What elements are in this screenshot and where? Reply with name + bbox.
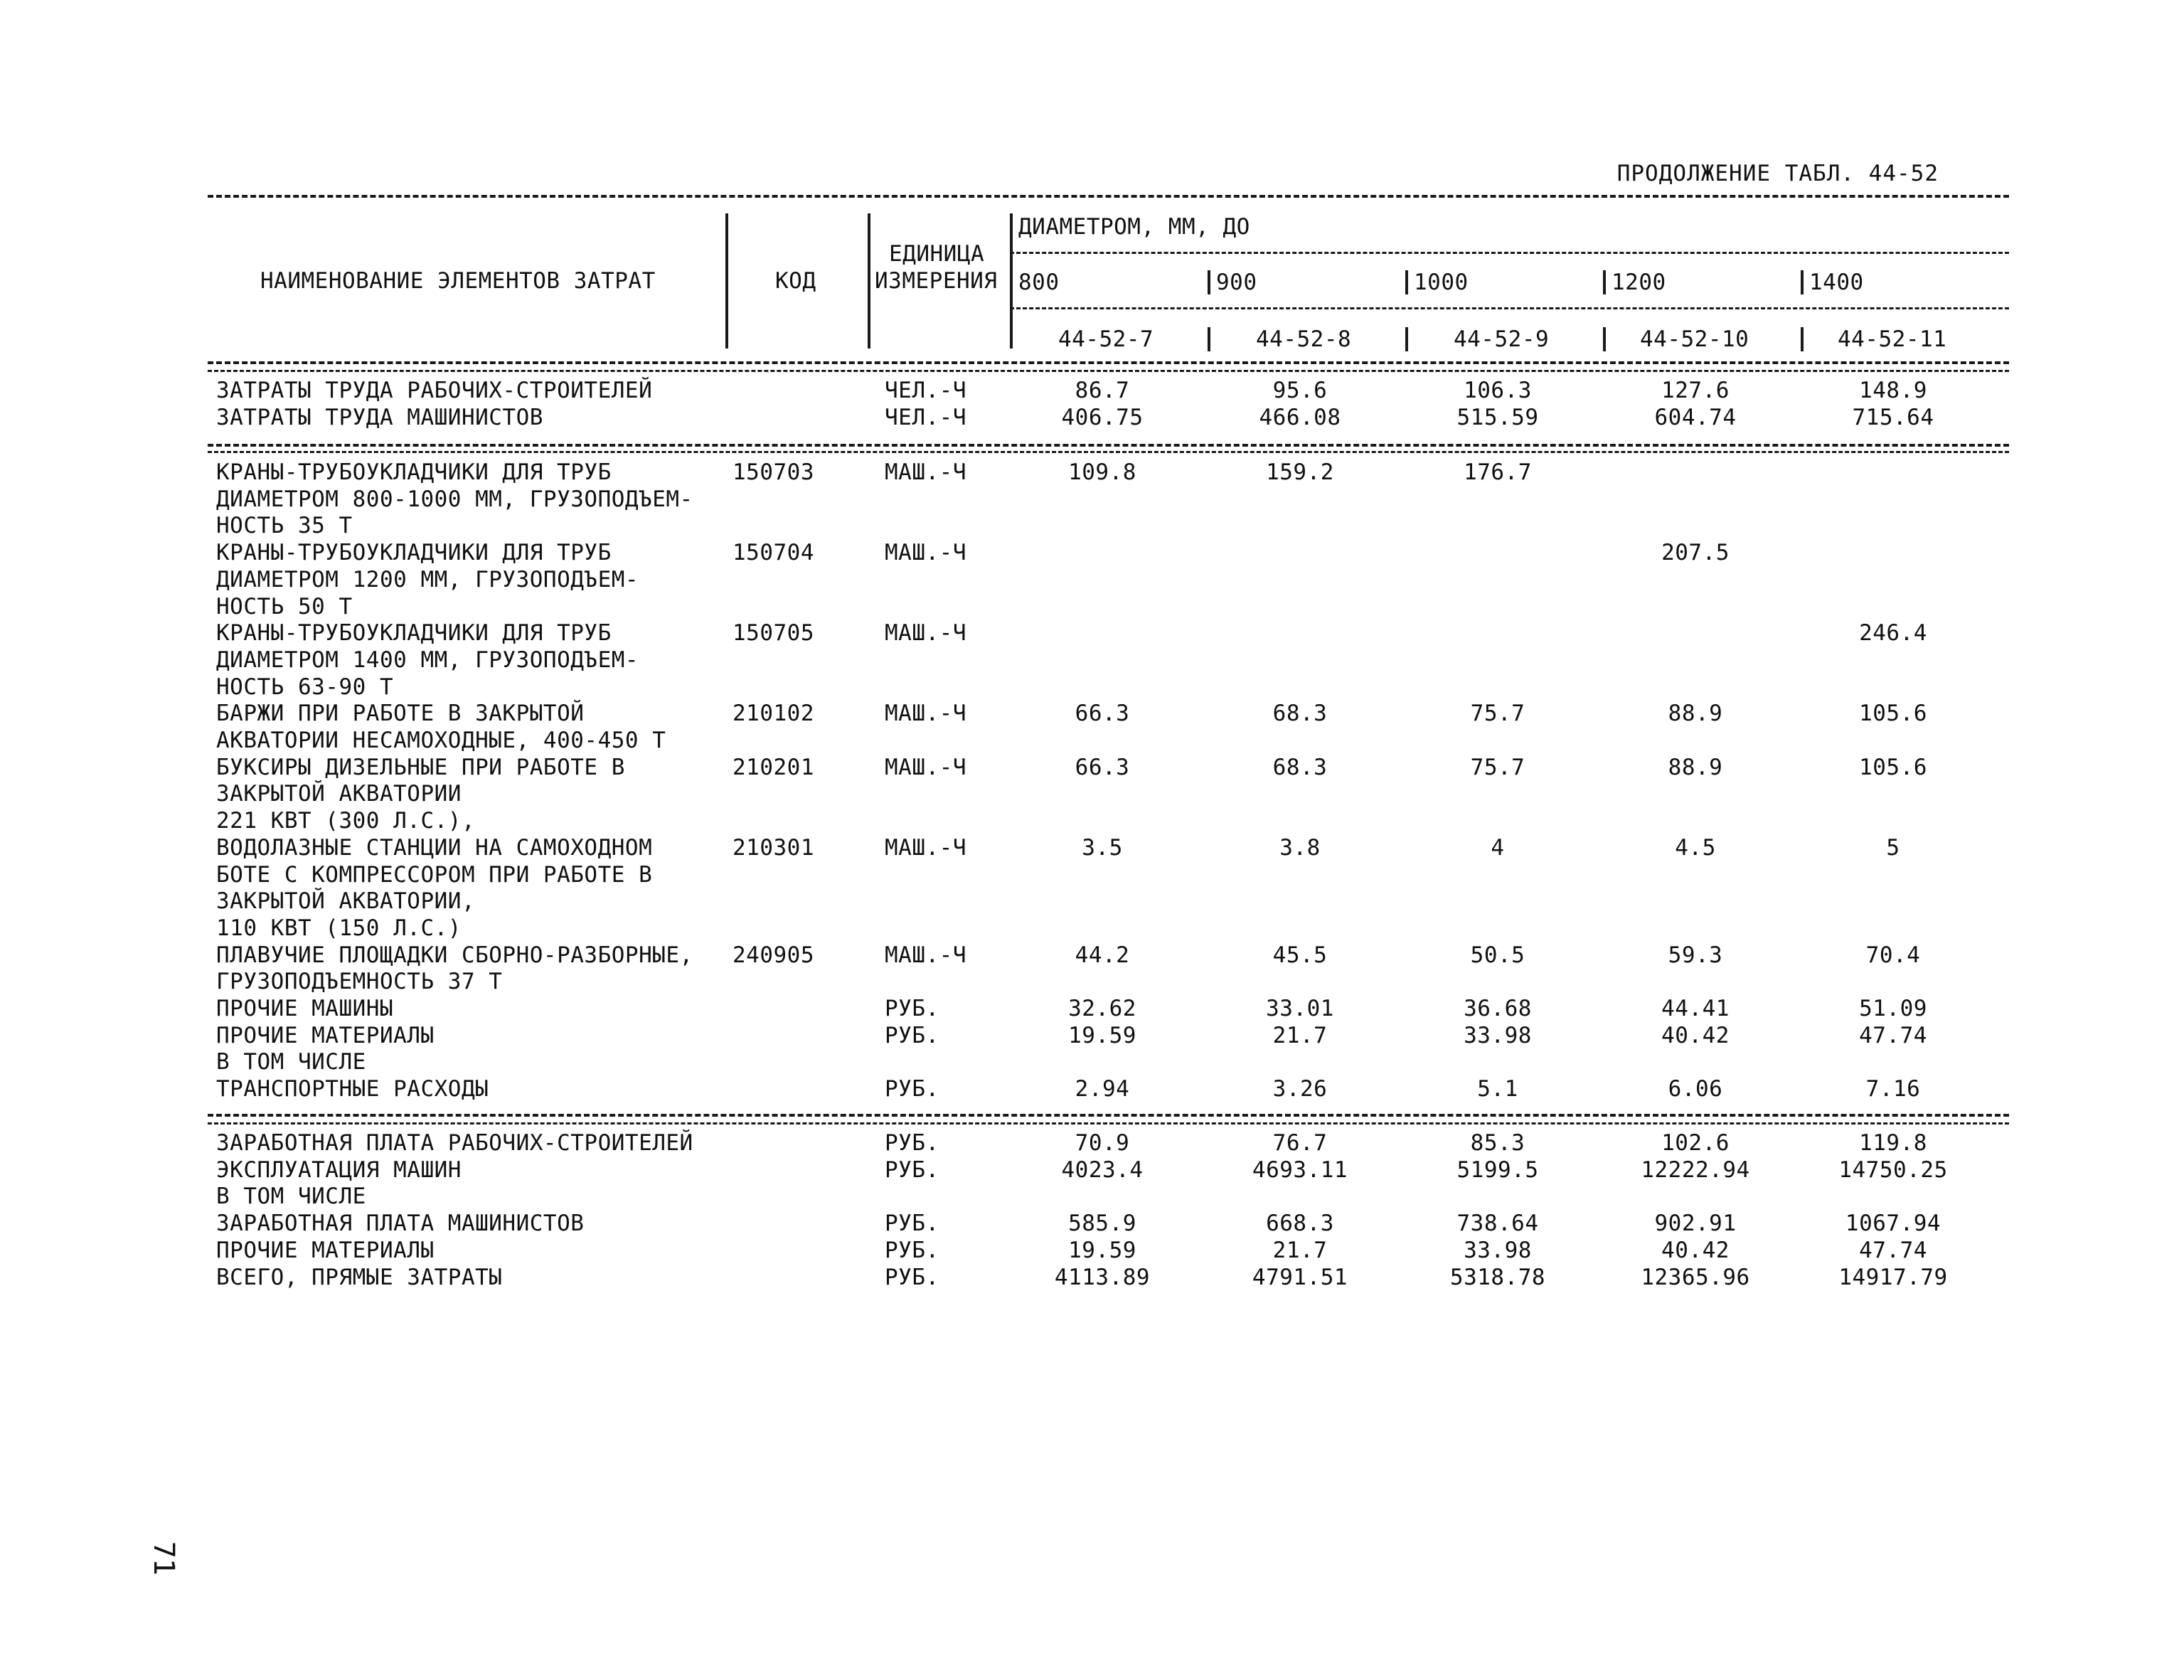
- row-value: 246.4: [1859, 620, 1927, 647]
- header-code-4: 44-52-10: [1640, 326, 1749, 352]
- row-value: 59.3: [1668, 942, 1723, 968]
- header-bottom-rule: [208, 361, 2009, 364]
- row-value: 32.62: [1068, 996, 1136, 1021]
- row-value: 109.8: [1068, 459, 1136, 485]
- row-code: 150705: [733, 620, 814, 647]
- header-divider-c5: [1801, 327, 1804, 351]
- row-value: 86.7: [1075, 378, 1130, 403]
- header-divider-c3: [1405, 327, 1408, 351]
- row-value: 19.59: [1068, 1022, 1136, 1048]
- table-caption: ПРОДОЛЖЕНИЕ ТАБЛ. 44-52: [1616, 161, 1939, 186]
- row-name-line: ГРУЗОПОДЪЕМНОСТЬ 37 Т: [216, 969, 503, 995]
- row-unit: МАШ.-Ч: [885, 701, 966, 727]
- row-name-line: КРАНЫ-ТРУБОУКЛАДЧИКИ ДЛЯ ТРУБ: [216, 540, 612, 566]
- row-value: 176.7: [1464, 459, 1532, 485]
- row-value: 75.7: [1470, 754, 1525, 780]
- row-value: 66.3: [1075, 701, 1130, 727]
- row-name-line: БАРЖИ ПРИ РАБОТЕ В ЗАКРЫТОЙ: [216, 701, 585, 727]
- row-name-line: ДИАМЕТРОМ 1400 ММ, ГРУЗОПОДЪЕМ-: [216, 647, 639, 673]
- row-value: 5.1: [1477, 1076, 1518, 1102]
- row-code: 210201: [733, 754, 814, 780]
- section1-bottom-rule-2: [208, 451, 2009, 453]
- row-unit: МАШ.-Ч: [885, 459, 966, 485]
- row-unit: РУБ.: [885, 1211, 939, 1237]
- row-value: 6.06: [1668, 1076, 1723, 1102]
- row-name-line: ЗАРАБОТНАЯ ПЛАТА РАБОЧИХ-СТРОИТЕЛЕЙ: [216, 1130, 693, 1156]
- row-value: 14750.25: [1838, 1157, 1948, 1183]
- row-value: 70.9: [1075, 1130, 1130, 1156]
- row-name-line: ЗАТРАТЫ ТРУДА РАБОЧИХ-СТРОИТЕЛЕЙ: [216, 378, 653, 403]
- row-value: 102.6: [1661, 1130, 1730, 1156]
- row-name-line: КРАНЫ-ТРУБОУКЛАДЧИКИ ДЛЯ ТРУБ: [216, 620, 612, 647]
- row-value: 95.6: [1272, 378, 1328, 403]
- row-name-line: В ТОМ ЧИСЛЕ: [216, 1049, 366, 1075]
- row-value: 4791.51: [1252, 1264, 1348, 1290]
- row-value: 85.3: [1470, 1130, 1525, 1156]
- row-value: 21.7: [1272, 1022, 1328, 1048]
- row-name-line: ПРОЧИЕ МАШИНЫ: [216, 996, 394, 1021]
- row-value: 2.94: [1075, 1076, 1130, 1102]
- row-name-line: НОСТЬ 35 Т: [216, 513, 353, 539]
- row-value: 4113.89: [1054, 1264, 1151, 1290]
- row-value: 3.26: [1272, 1076, 1328, 1102]
- row-value: 33.01: [1266, 996, 1334, 1021]
- row-value: 585.9: [1068, 1211, 1136, 1237]
- row-name-line: БУКСИРЫ ДИЗЕЛЬНЫЕ ПРИ РАБОТЕ В: [216, 754, 625, 780]
- row-name-line: ПРОЧИЕ МАТЕРИАЛЫ: [216, 1237, 435, 1263]
- row-name-line: АКВАТОРИИ НЕСАМОХОДНЫЕ, 400-450 Т: [216, 728, 666, 753]
- row-value: 45.5: [1272, 942, 1328, 968]
- header-divider-d3: [1405, 270, 1408, 294]
- header-unit-1: ЕДИНИЦА: [889, 241, 985, 267]
- row-name-line: ЗАКРЫТОЙ АКВАТОРИИ: [216, 781, 462, 807]
- header-divider-d2: [1208, 270, 1210, 294]
- row-value: 5318.78: [1449, 1264, 1546, 1290]
- row-value: 159.2: [1266, 459, 1334, 485]
- row-value: 406.75: [1061, 404, 1144, 430]
- row-name-line: 221 КВТ (300 Л.С.),: [216, 808, 476, 834]
- row-value: 47.74: [1859, 1022, 1927, 1048]
- header-diameter-title: ДИАМЕТРОМ, ММ, ДО: [1018, 214, 1250, 240]
- row-name-line: ВСЕГО, ПРЯМЫЕ ЗАТРАТЫ: [216, 1264, 503, 1290]
- row-value: 21.7: [1272, 1237, 1328, 1263]
- header-sub-rule-1: [1010, 252, 2009, 254]
- page-number: 71: [147, 1541, 181, 1576]
- row-unit: ЧЕЛ.-Ч: [885, 378, 966, 403]
- header-bottom-rule-2: [208, 370, 2009, 372]
- row-value: 88.9: [1668, 754, 1723, 780]
- header-code: КОД: [775, 268, 816, 294]
- row-code: 150703: [733, 459, 814, 485]
- row-value: 40.42: [1661, 1237, 1730, 1263]
- row-value: 12365.96: [1641, 1264, 1750, 1290]
- row-unit: РУБ.: [885, 1157, 939, 1183]
- row-name-line: ЗАРАБОТНАЯ ПЛАТА МАШИНИСТОВ: [216, 1211, 585, 1237]
- row-value: 44.2: [1075, 942, 1130, 968]
- row-value: 4: [1491, 834, 1505, 861]
- row-value: 3.5: [1082, 834, 1123, 861]
- row-unit: РУБ.: [885, 1130, 939, 1156]
- row-value: 50.5: [1470, 942, 1525, 968]
- row-value: 88.9: [1668, 701, 1723, 727]
- row-value: 4693.11: [1252, 1157, 1348, 1183]
- row-name-line: ПЛАВУЧИЕ ПЛОЩАДКИ СБОРНО-РАЗБОРНЫЕ,: [216, 942, 693, 968]
- row-value: 515.59: [1456, 404, 1539, 430]
- header-name: НАИМЕНОВАНИЕ ЭЛЕМЕНТОВ ЗАТРАТ: [260, 268, 656, 294]
- row-name-line: КРАНЫ-ТРУБОУКЛАДЧИКИ ДЛЯ ТРУБ: [216, 459, 612, 485]
- row-name-line: ПРОЧИЕ МАТЕРИАЛЫ: [216, 1022, 435, 1048]
- row-value: 70.4: [1865, 942, 1921, 968]
- row-name-line: НОСТЬ 63-90 Т: [216, 674, 394, 700]
- row-name-line: ТРАНСПОРТНЫЕ РАСХОДЫ: [216, 1076, 489, 1102]
- header-divider-d4: [1603, 270, 1606, 294]
- row-name-line: НОСТЬ 50 Т: [216, 593, 353, 620]
- row-value: 3.8: [1279, 834, 1321, 861]
- row-value: 66.3: [1075, 754, 1130, 780]
- row-unit: МАШ.-Ч: [885, 540, 966, 566]
- row-value: 668.3: [1266, 1211, 1334, 1237]
- row-value: 127.6: [1661, 378, 1730, 403]
- row-value: 33.98: [1464, 1237, 1532, 1263]
- row-value: 44.41: [1661, 996, 1730, 1021]
- row-unit: ЧЕЛ.-Ч: [885, 404, 966, 430]
- row-unit: МАШ.-Ч: [885, 942, 966, 968]
- row-value: 47.74: [1859, 1237, 1927, 1263]
- row-value: 105.6: [1859, 754, 1927, 780]
- row-name-line: ДИАМЕТРОМ 800-1000 ММ, ГРУЗОПОДЪЕМ-: [216, 486, 693, 512]
- header-code-1: 44-52-7: [1058, 326, 1154, 352]
- row-value: 738.64: [1456, 1211, 1539, 1237]
- header-diameter-1200: 1200: [1612, 270, 1666, 295]
- row-value: 40.42: [1661, 1022, 1730, 1048]
- row-code: 150704: [733, 540, 814, 566]
- row-value: 1067.94: [1845, 1211, 1941, 1237]
- row-value: 105.6: [1859, 701, 1927, 727]
- row-value: 33.98: [1464, 1022, 1532, 1048]
- row-unit: РУБ.: [885, 1022, 939, 1048]
- row-unit: МАШ.-Ч: [885, 620, 966, 647]
- row-name-line: БОТЕ С КОМПРЕССОРОМ ПРИ РАБОТЕ В: [216, 861, 653, 888]
- row-name-line: ЭКСПЛУАТАЦИЯ МАШИН: [216, 1157, 462, 1183]
- row-value: 76.7: [1272, 1130, 1328, 1156]
- header-code-5: 44-52-11: [1838, 326, 1947, 352]
- row-value: 68.3: [1272, 701, 1328, 727]
- row-code: 210301: [733, 834, 814, 861]
- row-value: 148.9: [1859, 378, 1927, 403]
- header-diameter-1400: 1400: [1809, 270, 1864, 295]
- header-code-2: 44-52-8: [1256, 326, 1352, 352]
- row-value: 51.09: [1859, 996, 1927, 1021]
- header-divider-code: [725, 213, 728, 349]
- row-value: 4.5: [1675, 834, 1716, 861]
- header-diameter-900: 900: [1216, 270, 1257, 295]
- row-value: 119.8: [1859, 1130, 1927, 1156]
- row-value: 5: [1886, 834, 1900, 861]
- row-value: 604.74: [1654, 404, 1737, 430]
- row-value: 106.3: [1464, 378, 1532, 403]
- row-value: 36.68: [1464, 996, 1532, 1021]
- header-divider-c4: [1603, 327, 1606, 351]
- row-value: 715.64: [1852, 404, 1934, 430]
- header-divider-unit: [868, 213, 870, 349]
- section1-bottom-rule: [208, 444, 2009, 447]
- row-name-line: ЗАКРЫТОЙ АКВАТОРИИ,: [216, 888, 476, 915]
- row-unit: РУБ.: [885, 996, 939, 1021]
- row-name-line: ЗАТРАТЫ ТРУДА МАШИНИСТОВ: [216, 404, 543, 430]
- row-code: 210102: [733, 701, 814, 727]
- row-value: 14917.79: [1838, 1264, 1948, 1290]
- row-value: 7.16: [1865, 1076, 1921, 1102]
- row-value: 902.91: [1654, 1211, 1737, 1237]
- row-name-line: ДИАМЕТРОМ 1200 ММ, ГРУЗОПОДЪЕМ-: [216, 566, 639, 592]
- header-sub-rule-2: [1010, 307, 2009, 309]
- row-name-line: ВОДОЛАЗНЫЕ СТАНЦИИ НА САМОХОДНОМ: [216, 834, 653, 861]
- header-divider-d5: [1801, 270, 1804, 294]
- row-name-line: В ТОМ ЧИСЛЕ: [216, 1184, 366, 1210]
- header-code-3: 44-52-9: [1454, 326, 1550, 352]
- row-unit: РУБ.: [885, 1076, 939, 1102]
- header-unit-2: ИЗМЕРЕНИЯ: [875, 268, 998, 294]
- row-name-line: 110 КВТ (150 Л.С.): [216, 915, 462, 941]
- row-value: 68.3: [1272, 754, 1328, 780]
- row-unit: РУБ.: [885, 1237, 939, 1263]
- header-divider-diameter: [1010, 213, 1013, 349]
- header-divider-c2: [1208, 327, 1210, 351]
- row-value: 4023.4: [1061, 1157, 1144, 1183]
- table-top-rule: [208, 195, 2009, 198]
- row-value: 75.7: [1470, 701, 1525, 727]
- section2-bottom-rule: [208, 1114, 2009, 1117]
- row-value: 19.59: [1068, 1237, 1136, 1263]
- header-diameter-1000: 1000: [1414, 270, 1469, 295]
- row-unit: МАШ.-Ч: [885, 834, 966, 861]
- row-value: 5199.5: [1456, 1157, 1539, 1183]
- row-unit: РУБ.: [885, 1264, 939, 1290]
- row-code: 240905: [733, 942, 814, 968]
- row-value: 466.08: [1259, 404, 1341, 430]
- header-diameter-800: 800: [1018, 270, 1060, 295]
- row-value: 12222.94: [1641, 1157, 1750, 1183]
- row-value: 207.5: [1661, 540, 1730, 566]
- row-unit: МАШ.-Ч: [885, 754, 966, 780]
- section2-bottom-rule-2: [208, 1122, 2009, 1125]
